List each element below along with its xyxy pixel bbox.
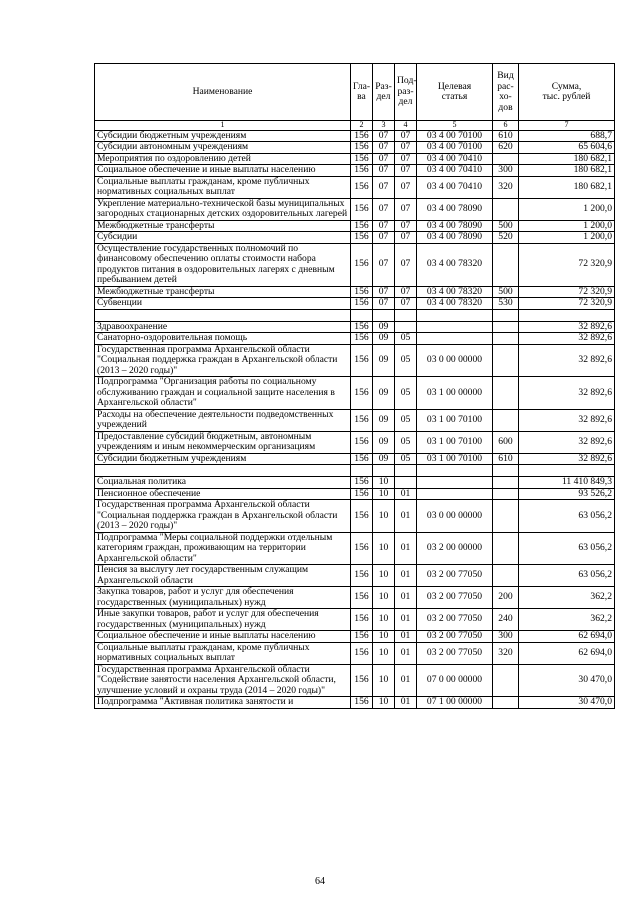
row-vid <box>493 697 519 709</box>
table-row <box>95 488 615 500</box>
row-podrazdel: 01 <box>395 587 417 609</box>
row-vid: 610 <box>493 130 519 142</box>
row-podrazdel: 01 <box>395 532 417 565</box>
row-vid <box>493 153 519 165</box>
row-statya <box>417 465 493 477</box>
row-glava: 156 <box>351 198 373 220</box>
row-statya: 07 0 00 00000 <box>417 664 493 697</box>
row-name: Мероприятия по оздоровлению детей <box>95 153 351 165</box>
row-statya: 03 4 00 70100 <box>417 130 493 142</box>
row-statya: 03 0 00 00000 <box>417 344 493 377</box>
row-glava: 156 <box>351 609 373 631</box>
table-row <box>95 130 615 142</box>
row-name: Расходы на обеспечение деятельности подведомственных учреждений <box>95 409 351 431</box>
row-name: Социальная политика <box>95 477 351 489</box>
row-razdel: 10 <box>373 565 395 587</box>
row-summa: 63 056,2 <box>519 500 615 533</box>
row-name <box>95 465 351 477</box>
row-summa: 180 682,1 <box>519 165 615 177</box>
row-glava <box>351 465 373 477</box>
row-vid <box>493 500 519 533</box>
row-name: Субсидии автономным учреждениям <box>95 142 351 154</box>
row-summa: 1 200,0 <box>519 220 615 232</box>
row-vid <box>493 465 519 477</box>
row-glava: 156 <box>351 431 373 453</box>
row-vid <box>493 488 519 500</box>
row-statya <box>417 477 493 489</box>
table-row <box>95 321 615 333</box>
row-name: Пенсия за выслугу лет государственным служащим Архангельской области <box>95 565 351 587</box>
row-podrazdel <box>395 465 417 477</box>
row-summa: 32 892,6 <box>519 377 615 410</box>
table-body <box>95 130 615 708</box>
row-name: Пенсионное обеспечение <box>95 488 351 500</box>
row-vid <box>493 409 519 431</box>
row-vid <box>493 321 519 333</box>
row-statya: 03 4 00 70410 <box>417 176 493 198</box>
row-statya: 03 4 00 78090 <box>417 198 493 220</box>
header-glava: Гла- ва <box>351 64 373 121</box>
row-razdel: 07 <box>373 220 395 232</box>
row-name: Социальные выплаты гражданам, кроме публичных нормативных социальных выплат <box>95 642 351 664</box>
row-summa: 32 892,6 <box>519 333 615 345</box>
row-razdel: 09 <box>373 409 395 431</box>
row-glava: 156 <box>351 697 373 709</box>
row-vid <box>493 477 519 489</box>
row-glava: 156 <box>351 477 373 489</box>
row-name: Подпрограмма "Активная политика занятости и <box>95 697 351 709</box>
row-razdel: 10 <box>373 631 395 643</box>
row-summa: 362,2 <box>519 587 615 609</box>
row-razdel: 10 <box>373 609 395 631</box>
row-podrazdel: 07 <box>395 243 417 286</box>
table-row <box>95 664 615 697</box>
row-name: Санаторно-оздоровительная помощь <box>95 333 351 345</box>
row-razdel: 10 <box>373 500 395 533</box>
row-razdel: 09 <box>373 344 395 377</box>
row-glava: 156 <box>351 532 373 565</box>
row-razdel: 10 <box>373 642 395 664</box>
row-statya: 03 1 00 70100 <box>417 453 493 465</box>
table-row <box>95 153 615 165</box>
row-summa <box>519 309 615 321</box>
row-name: Субсидии бюджетным учреждениям <box>95 453 351 465</box>
row-statya: 03 4 00 78320 <box>417 286 493 298</box>
row-statya <box>417 488 493 500</box>
row-summa: 11 410 849,3 <box>519 477 615 489</box>
table-row <box>95 642 615 664</box>
row-glava: 156 <box>351 500 373 533</box>
row-statya: 03 4 00 78320 <box>417 298 493 310</box>
row-summa: 32 892,6 <box>519 431 615 453</box>
row-glava: 156 <box>351 488 373 500</box>
column-number-row <box>95 121 615 131</box>
row-statya: 03 1 00 00000 <box>417 377 493 410</box>
row-razdel: 10 <box>373 587 395 609</box>
header-statya: Целевая статья <box>417 64 493 121</box>
row-vid: 620 <box>493 142 519 154</box>
row-statya: 03 4 00 70100 <box>417 142 493 154</box>
table-row <box>95 477 615 489</box>
table-row <box>95 298 615 310</box>
row-podrazdel: 05 <box>395 431 417 453</box>
row-summa: 1 200,0 <box>519 232 615 244</box>
row-summa: 93 526,2 <box>519 488 615 500</box>
column-number: 3 <box>373 121 395 131</box>
row-razdel: 10 <box>373 488 395 500</box>
header-name: Наименование <box>95 64 351 121</box>
row-podrazdel: 05 <box>395 333 417 345</box>
table-row <box>95 631 615 643</box>
row-summa: 32 892,6 <box>519 409 615 431</box>
row-razdel: 07 <box>373 243 395 286</box>
row-razdel: 07 <box>373 286 395 298</box>
row-name: Государственная программа Архангельской области "Содействие занятости населения Архангельской области, улучшение условий и охраны труда (2014 – 2020 годы)" <box>95 664 351 697</box>
row-glava: 156 <box>351 298 373 310</box>
row-podrazdel: 07 <box>395 232 417 244</box>
row-name: Субсидии бюджетным учреждениям <box>95 130 351 142</box>
row-vid <box>493 664 519 697</box>
row-statya: 03 4 00 70410 <box>417 153 493 165</box>
row-podrazdel <box>395 477 417 489</box>
row-glava: 156 <box>351 176 373 198</box>
row-statya: 07 1 00 00000 <box>417 697 493 709</box>
row-statya: 03 4 00 70410 <box>417 165 493 177</box>
row-summa: 1 200,0 <box>519 198 615 220</box>
row-glava: 156 <box>351 587 373 609</box>
budget-page <box>94 63 614 709</box>
row-summa: 65 604,6 <box>519 142 615 154</box>
row-podrazdel: 07 <box>395 142 417 154</box>
row-name: Социальное обеспечение и иные выплаты населению <box>95 165 351 177</box>
row-razdel: 10 <box>373 664 395 697</box>
row-name: Подпрограмма "Меры социальной поддержки отдельным категориям граждан, проживающим на территории Архангельской области" <box>95 532 351 565</box>
row-glava: 156 <box>351 344 373 377</box>
row-summa: 72 320,9 <box>519 243 615 286</box>
blank-row <box>95 309 615 321</box>
row-podrazdel: 01 <box>395 642 417 664</box>
row-razdel <box>373 465 395 477</box>
row-podrazdel: 07 <box>395 198 417 220</box>
row-statya: 03 1 00 70100 <box>417 431 493 453</box>
page-number: 64 <box>315 876 325 887</box>
row-statya <box>417 309 493 321</box>
row-summa: 32 892,6 <box>519 344 615 377</box>
row-glava: 156 <box>351 130 373 142</box>
row-name: Иные закупки товаров, работ и услуг для обеспечения государственных (муниципальных) нужд <box>95 609 351 631</box>
row-vid <box>493 243 519 286</box>
row-name: Субсидии <box>95 232 351 244</box>
row-vid: 530 <box>493 298 519 310</box>
row-name: Субвенции <box>95 298 351 310</box>
row-name: Осуществление государственных полномочий по финансовому обеспечению оплаты стоимости набора продуктов питания в оздоровительных лагерях с дневным пребыванием детей <box>95 243 351 286</box>
row-name: Предоставление субсидий бюджетным, автономным учреждениям и иным некоммерческим организациям <box>95 431 351 453</box>
row-statya: 03 4 00 78090 <box>417 220 493 232</box>
row-podrazdel: 01 <box>395 609 417 631</box>
row-statya: 03 2 00 77050 <box>417 565 493 587</box>
row-summa: 72 320,9 <box>519 286 615 298</box>
column-number: 5 <box>417 121 493 131</box>
row-glava: 156 <box>351 232 373 244</box>
table-row <box>95 165 615 177</box>
row-summa: 688,7 <box>519 130 615 142</box>
row-glava: 156 <box>351 377 373 410</box>
row-glava: 156 <box>351 453 373 465</box>
blank-row <box>95 465 615 477</box>
row-razdel: 09 <box>373 333 395 345</box>
row-vid: 320 <box>493 176 519 198</box>
row-summa: 63 056,2 <box>519 565 615 587</box>
row-razdel: 09 <box>373 377 395 410</box>
row-razdel: 09 <box>373 453 395 465</box>
row-name: Укрепление материально-технической базы муниципальных загородных стационарных детских оздоровительных лагерей <box>95 198 351 220</box>
row-vid <box>493 198 519 220</box>
row-vid: 500 <box>493 220 519 232</box>
row-glava: 156 <box>351 165 373 177</box>
table-row <box>95 532 615 565</box>
row-podrazdel: 01 <box>395 565 417 587</box>
row-summa: 62 694,0 <box>519 642 615 664</box>
column-number: 6 <box>493 121 519 131</box>
row-razdel: 10 <box>373 697 395 709</box>
table-row <box>95 176 615 198</box>
row-podrazdel: 05 <box>395 344 417 377</box>
row-podrazdel: 01 <box>395 500 417 533</box>
row-podrazdel: 07 <box>395 220 417 232</box>
row-vid: 500 <box>493 286 519 298</box>
row-statya: 03 4 00 78090 <box>417 232 493 244</box>
row-vid: 240 <box>493 609 519 631</box>
row-name: Социальные выплаты гражданам, кроме публичных нормативных социальных выплат <box>95 176 351 198</box>
row-name: Государственная программа Архангельской области "Социальная поддержка граждан в Архангельской области (2013 – 2020 годы)" <box>95 344 351 377</box>
row-statya <box>417 321 493 333</box>
row-vid: 610 <box>493 453 519 465</box>
row-glava: 156 <box>351 664 373 697</box>
row-vid: 300 <box>493 631 519 643</box>
row-podrazdel: 07 <box>395 130 417 142</box>
header-summa: Сумма, тыс. рублей <box>519 64 615 121</box>
row-summa: 30 470,0 <box>519 664 615 697</box>
row-podrazdel: 01 <box>395 488 417 500</box>
row-statya: 03 2 00 77050 <box>417 587 493 609</box>
row-razdel: 07 <box>373 176 395 198</box>
row-glava: 156 <box>351 220 373 232</box>
table-row <box>95 243 615 286</box>
row-glava: 156 <box>351 565 373 587</box>
row-summa: 180 682,1 <box>519 153 615 165</box>
row-vid: 300 <box>493 165 519 177</box>
table-row <box>95 587 615 609</box>
row-statya: 03 1 00 70100 <box>417 409 493 431</box>
row-podrazdel: 07 <box>395 153 417 165</box>
row-razdel: 07 <box>373 142 395 154</box>
row-glava: 156 <box>351 631 373 643</box>
table-row <box>95 142 615 154</box>
row-statya: 03 2 00 00000 <box>417 532 493 565</box>
table-row <box>95 697 615 709</box>
row-podrazdel: 05 <box>395 377 417 410</box>
row-name <box>95 309 351 321</box>
row-podrazdel: 01 <box>395 664 417 697</box>
table-row <box>95 198 615 220</box>
table-row <box>95 609 615 631</box>
row-summa: 62 694,0 <box>519 631 615 643</box>
row-podrazdel: 07 <box>395 176 417 198</box>
row-glava: 156 <box>351 286 373 298</box>
row-statya: 03 2 00 77050 <box>417 642 493 664</box>
header-vid: Вид рас- хо- дов <box>493 64 519 121</box>
row-podrazdel: 07 <box>395 298 417 310</box>
row-summa: 32 892,6 <box>519 453 615 465</box>
table-row <box>95 409 615 431</box>
row-vid <box>493 333 519 345</box>
header-podrazdel: Под- раз- дел <box>395 64 417 121</box>
row-name: Социальное обеспечение и иные выплаты населению <box>95 631 351 643</box>
row-razdel <box>373 309 395 321</box>
table-row <box>95 453 615 465</box>
row-razdel: 07 <box>373 153 395 165</box>
row-summa: 72 320,9 <box>519 298 615 310</box>
row-razdel: 09 <box>373 431 395 453</box>
row-glava: 156 <box>351 243 373 286</box>
row-vid <box>493 532 519 565</box>
column-number: 1 <box>95 121 351 131</box>
row-summa: 362,2 <box>519 609 615 631</box>
row-vid: 200 <box>493 587 519 609</box>
row-vid <box>493 309 519 321</box>
row-vid <box>493 565 519 587</box>
row-glava: 156 <box>351 153 373 165</box>
row-summa <box>519 465 615 477</box>
row-vid <box>493 377 519 410</box>
table-row <box>95 286 615 298</box>
row-podrazdel: 01 <box>395 631 417 643</box>
row-summa: 30 470,0 <box>519 697 615 709</box>
row-razdel: 07 <box>373 165 395 177</box>
row-name: Закупка товаров, работ и услуг для обеспечения государственных (муниципальных) нужд <box>95 587 351 609</box>
row-glava: 156 <box>351 321 373 333</box>
column-number: 7 <box>519 121 615 131</box>
row-razdel: 09 <box>373 321 395 333</box>
column-number: 2 <box>351 121 373 131</box>
row-glava: 156 <box>351 642 373 664</box>
row-razdel: 10 <box>373 532 395 565</box>
row-podrazdel: 05 <box>395 453 417 465</box>
table-row <box>95 232 615 244</box>
row-razdel: 07 <box>373 198 395 220</box>
row-summa: 63 056,2 <box>519 532 615 565</box>
row-podrazdel: 07 <box>395 286 417 298</box>
row-vid: 600 <box>493 431 519 453</box>
table-row <box>95 333 615 345</box>
row-podrazdel <box>395 309 417 321</box>
row-glava <box>351 309 373 321</box>
row-vid: 320 <box>493 642 519 664</box>
table-row <box>95 377 615 410</box>
row-glava: 156 <box>351 409 373 431</box>
table-row <box>95 344 615 377</box>
row-podrazdel: 07 <box>395 165 417 177</box>
row-razdel: 07 <box>373 232 395 244</box>
row-statya: 03 2 00 77050 <box>417 631 493 643</box>
column-number: 4 <box>395 121 417 131</box>
row-name: Подпрограмма "Организация работы по социальному обслуживанию граждан и социальной защите населения в Архангельской области" <box>95 377 351 410</box>
header-row <box>95 64 615 121</box>
row-statya: 03 0 00 00000 <box>417 500 493 533</box>
header-razdel: Раз- дел <box>373 64 395 121</box>
row-name: Здравоохранение <box>95 321 351 333</box>
row-podrazdel <box>395 321 417 333</box>
row-razdel: 07 <box>373 298 395 310</box>
row-podrazdel: 01 <box>395 697 417 709</box>
row-vid <box>493 344 519 377</box>
row-statya: 03 2 00 77050 <box>417 609 493 631</box>
row-summa: 32 892,6 <box>519 321 615 333</box>
row-glava: 156 <box>351 142 373 154</box>
table-row <box>95 565 615 587</box>
budget-table <box>94 63 615 709</box>
row-razdel: 10 <box>373 477 395 489</box>
row-podrazdel: 05 <box>395 409 417 431</box>
table-row <box>95 500 615 533</box>
row-statya <box>417 333 493 345</box>
row-glava: 156 <box>351 333 373 345</box>
row-name: Межбюджетные трансферты <box>95 286 351 298</box>
row-name: Межбюджетные трансферты <box>95 220 351 232</box>
row-summa: 180 682,1 <box>519 176 615 198</box>
table-row <box>95 431 615 453</box>
table-row <box>95 220 615 232</box>
row-statya: 03 4 00 78320 <box>417 243 493 286</box>
row-vid: 520 <box>493 232 519 244</box>
row-razdel: 07 <box>373 130 395 142</box>
row-name: Государственная программа Архангельской области "Социальная поддержка граждан в Архангельской области (2013 – 2020 годы)" <box>95 500 351 533</box>
